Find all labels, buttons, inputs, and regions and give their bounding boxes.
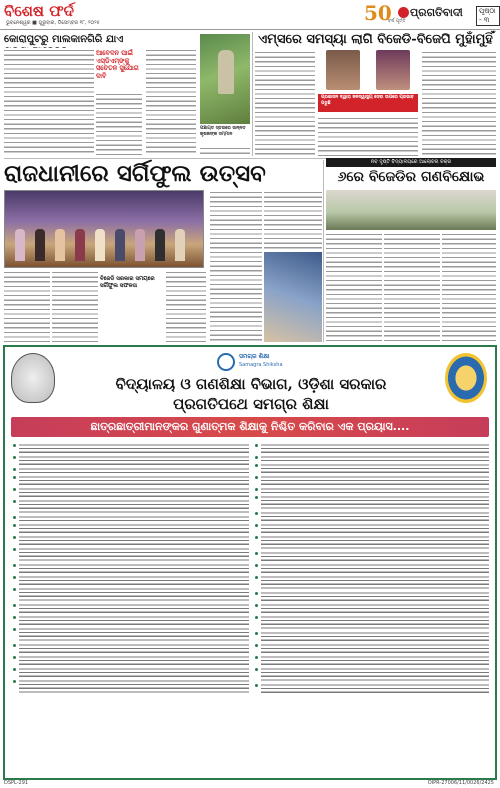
story3-column-3 (166, 270, 206, 342)
samagra-shiksha-logo (217, 351, 291, 373)
list-item (255, 615, 489, 629)
list-item (13, 679, 249, 693)
list-item (255, 563, 489, 573)
portrait-photo-2 (376, 50, 410, 90)
crowd-figure (95, 229, 105, 261)
list-item (13, 587, 249, 601)
story2-column-3 (422, 50, 496, 156)
list-item (255, 463, 489, 473)
list-item (255, 551, 489, 561)
list-item (13, 467, 249, 473)
list-item (255, 443, 489, 453)
list-item (13, 643, 249, 653)
crowd-figure (75, 229, 85, 261)
ad-banner: ଛାତ୍ରଛାତ୍ରୀମାନଙ୍କର ଗୁଣାତ୍ମକ ଶିକ୍ଷାକୁ ନିଶ୍ଚିତ କରିବାର ଏକ ପ୍ରୟାସ.... (11, 417, 489, 437)
story3-column-5 (264, 190, 322, 250)
list-item (13, 475, 249, 485)
list-item (13, 443, 249, 453)
list-item (13, 615, 249, 625)
list-item (13, 487, 249, 497)
story4-column-2 (384, 232, 440, 342)
divider (323, 160, 324, 342)
ad-title-line-1: ବିଦ୍ୟାଳୟ ଓ ଗଣଶିକ୍ଷା ବିଭାଗ, ଓଡ଼ିଶା ସରକାର (115, 375, 387, 393)
story1-column-1 (4, 48, 94, 156)
crowd-figure (155, 229, 165, 261)
farm-text (200, 146, 250, 156)
list-item (13, 667, 249, 677)
brand-line-2: Samagra Shiksha (239, 362, 283, 368)
list-item (255, 683, 489, 693)
list-item (255, 667, 489, 681)
list-item (255, 643, 489, 653)
odisha-emblem-icon (11, 353, 55, 403)
list-item (255, 535, 489, 549)
crowd-figure (35, 229, 45, 261)
story2-column-2 (318, 116, 418, 156)
paper-name: ପ୍ରଗତିବାଦୀ (410, 6, 463, 19)
list-item (13, 603, 249, 613)
list-item (13, 627, 249, 641)
portrait-photo-1 (326, 50, 360, 90)
list-item (13, 499, 249, 513)
divider (252, 32, 253, 156)
list-item (255, 487, 489, 493)
list-item (13, 655, 249, 665)
award-photo (264, 252, 322, 342)
list-item (13, 575, 249, 585)
crowd-figure (55, 229, 65, 261)
samagra-seal-icon (445, 353, 487, 403)
story1-headline: କୋରାପୁଟରୁ ମାଲକାନଗିରି ଯାଏ (4, 34, 124, 45)
section-title: ବିଶେଷ ଫର୍ଦ (4, 2, 74, 20)
list-item (255, 475, 489, 485)
story3-headline: ରାଜଧାନୀରେ ସର୍ଗିଫୁଲ ଉତ୍ସବ (4, 161, 266, 187)
samagra-shiksha-icon (217, 353, 235, 371)
list-item (13, 523, 249, 533)
story1-column-2 (96, 92, 142, 156)
story3-column-2 (52, 270, 98, 342)
dateline: ଭୁବନେଶ୍ୱର ■ ଗୁରୁବାର, ଡିସେମ୍ବର ୧୮, ୨୦୨୫ (6, 20, 100, 26)
list-item (255, 603, 489, 613)
story2-column-1 (255, 50, 315, 156)
ad-code-right: OIPR-27006/11/0026/2425 (427, 780, 494, 786)
story3-column-4 (210, 190, 262, 342)
farm-photo-caption: ପଞ୍ଚାୟତ ସ୍ତରରେ ଉନ୍ନତ କୃଷକଙ୍କ ସମ୍ମାନ (200, 126, 246, 137)
list-item (13, 515, 249, 521)
event-group-photo (4, 190, 204, 268)
list-item (13, 535, 249, 545)
story4-column-3 (442, 232, 496, 342)
ad-points-left (13, 443, 249, 763)
list-item (255, 575, 489, 589)
list-item (13, 547, 249, 561)
story1-subheading: ଆବେଦନ ପାଇଁ ଏସ୍‌ଡିଏମ୍‌ଙ୍କୁ ସଚେତନ ସୁଯୋଗ ଦାବି (96, 49, 139, 80)
list-item (255, 511, 489, 521)
crowd-figure (15, 229, 25, 261)
crowd-figure (175, 229, 185, 261)
story1-column-3 (146, 48, 196, 156)
list-item (255, 591, 489, 601)
list-item (255, 495, 489, 509)
masthead (0, 0, 500, 30)
list-item (13, 563, 249, 573)
anniversary-logo: 50 (364, 1, 392, 25)
story2-quote-box: ପ୍ରଶାସନ ଦ୍ୱାରା ଜନସ୍ୱାସ୍ଥ୍ୟ ସେବା ଉପରେ ପ୍ରଭାବ ପଡୁଛି (318, 94, 418, 112)
brand-line-1: ସମଗ୍ର ଶିକ୍ଷା (239, 353, 270, 360)
list-item (255, 455, 489, 461)
ad-points-right (255, 443, 489, 763)
farm-photo (200, 34, 250, 124)
story4-column-1 (326, 232, 382, 342)
government-advertisement (3, 345, 497, 780)
story3-column-1 (4, 270, 50, 342)
story2-headline: ଏମ୍ସରେ ସମସ୍ୟା ଲାଗି ବିଜେଡି-ବିଜେପି ମୁହାଁମୁହିଁ (258, 32, 493, 47)
ad-title-line-2: ପ୍ରଗତିପଥେ ସମଗ୍ର ଶିକ୍ଷା (173, 395, 329, 413)
story4-headline: ୬ରେ ବିଜେଡିର ଗଣବିକ୍ଷୋଭ (337, 169, 485, 185)
list-item (13, 455, 249, 465)
farmer-figure (218, 50, 234, 94)
list-item (255, 631, 489, 641)
story4-kicker: ନବ ଦୃଷ୍ଟି ବିଦ୍ୟାଳୟରେ ଆଲୋଚନା ଚକ୍ର (326, 158, 496, 167)
press-meet-photo (326, 190, 496, 230)
crowd-figure (115, 229, 125, 261)
list-item (255, 523, 489, 533)
ad-code-left: DSPL-291 (4, 780, 29, 786)
anniversary-subtitle: ବର୍ଷ ପୂର୍ତ୍ତି (388, 19, 406, 24)
story3-subheading: ବିଜେଡି ସରକାର ସମୟରେ ସର୍ଗିଫୁଲ ସଫଳତା (100, 276, 155, 289)
page-number: ପୃଷ୍ଠା - ୩ (476, 6, 500, 26)
crowd-figure (135, 229, 145, 261)
paper-logo-icon (398, 7, 409, 18)
list-item (255, 655, 489, 665)
